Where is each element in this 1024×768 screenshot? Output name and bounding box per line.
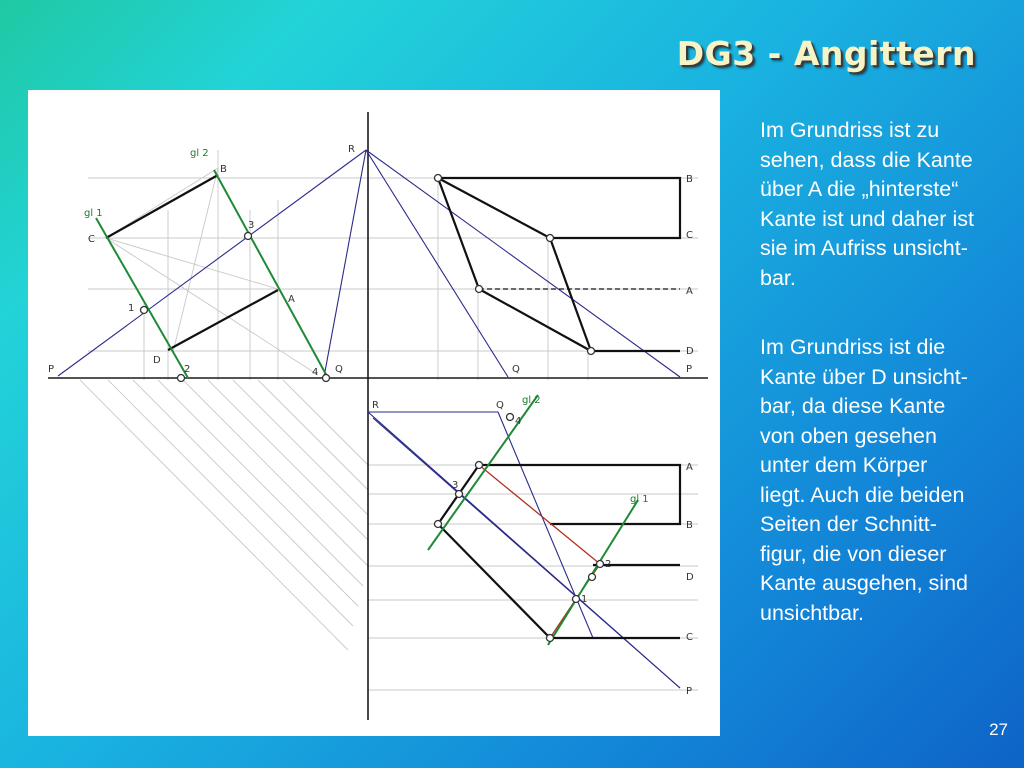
- label-3-left: 3: [248, 220, 255, 231]
- axes: [48, 112, 708, 720]
- upper-right-figure: [438, 178, 680, 351]
- label-d-right-top: D: [686, 346, 694, 357]
- paragraph-2-line: Kante über D unsicht-: [760, 364, 968, 389]
- label-gl1-left: gl 1: [84, 208, 103, 219]
- slide-title: DG3 - Angittern: [676, 34, 976, 73]
- paragraph-1-line: Im Grundriss ist zu: [760, 118, 940, 142]
- paragraph-2-line: figur, die von dieser: [760, 541, 947, 566]
- label-c-right-top: C: [686, 230, 693, 241]
- construction-svg: [28, 90, 720, 736]
- label-q-bottom: Q: [496, 400, 504, 411]
- paragraph-2-line: von oben gesehen: [760, 423, 937, 448]
- paragraph-2-line: liegt. Auch die beiden: [760, 482, 965, 507]
- paragraph-2-line: bar, da diese Kante: [760, 394, 946, 418]
- label-4-bottom: 4: [515, 416, 522, 427]
- label-3-bottom: 3: [452, 480, 459, 491]
- label-gl1-bottom: gl 1: [630, 494, 649, 505]
- green-lines: [96, 170, 638, 645]
- label-a-right-bottom: A: [686, 462, 693, 473]
- label-2-left: 2: [184, 364, 191, 375]
- label-b-left: B: [220, 164, 227, 175]
- label-4-left: 4: [312, 367, 319, 378]
- label-gl2-bottom: gl 2: [522, 395, 541, 406]
- paragraph-1-line: sie im Aufriss unsicht-: [760, 236, 968, 260]
- label-d-left: D: [153, 355, 161, 366]
- label-c-right-bottom: C: [686, 632, 693, 643]
- label-q-right: Q: [512, 364, 520, 375]
- lower-figure: [438, 465, 680, 638]
- paragraph-2-line: Im Grundriss ist die: [760, 335, 946, 359]
- paragraph-2-line: unsichtbar.: [760, 600, 864, 625]
- paragraph-1-line: Kante ist und daher ist: [760, 206, 974, 231]
- label-q-mid: Q: [335, 364, 343, 375]
- label-p-right: P: [686, 364, 693, 375]
- label-gl2-left: gl 2: [190, 148, 209, 159]
- paragraph-1-line: bar.: [760, 265, 796, 290]
- construction-lines: [80, 150, 698, 690]
- label-2-bottom: 2: [605, 559, 612, 570]
- projection-lines: [58, 150, 680, 688]
- paragraph-2-line: Seiten der Schnitt-: [760, 512, 937, 536]
- label-d-right-bottom: D: [686, 572, 694, 583]
- paragraph-2: [760, 333, 1020, 628]
- label-p-left: P: [48, 364, 55, 375]
- label-r-top: R: [348, 144, 355, 155]
- label-r-bottom: R: [372, 400, 379, 411]
- paragraph-1-line: über A die „hinterste“: [760, 177, 959, 201]
- label-a-right-top: A: [686, 286, 693, 297]
- label-b-right-top: B: [686, 174, 693, 185]
- label-p-right-bottom: P: [686, 686, 693, 697]
- slide-number: 27: [989, 720, 1008, 739]
- construction-drawing: [28, 90, 720, 736]
- label-b-right-bottom: B: [686, 520, 693, 531]
- upper-left-figure: [106, 175, 278, 350]
- paragraph-1: [760, 116, 1020, 293]
- paragraph-2-line: unter dem Körper: [760, 453, 928, 477]
- label-a-left: A: [288, 294, 295, 305]
- paragraph-1-line: sehen, dass die Kante: [760, 147, 973, 172]
- paragraph-2-line: Kante ausgehen, sind: [760, 571, 968, 595]
- label-c-left: C: [88, 234, 95, 245]
- label-1-left: 1: [128, 303, 135, 314]
- label-1-bottom: 1: [581, 594, 588, 605]
